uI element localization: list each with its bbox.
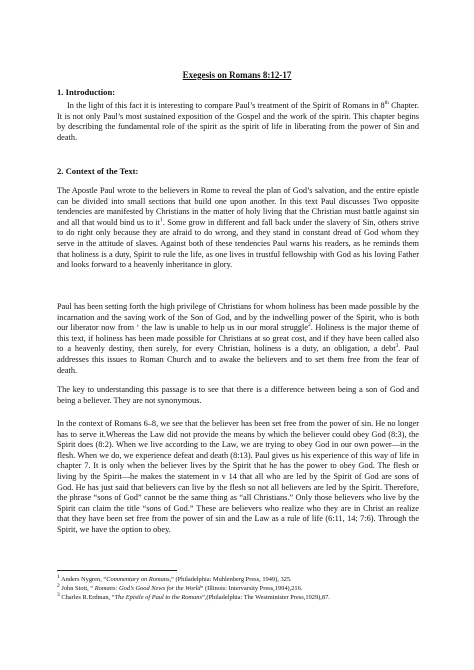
footnote-text: ,” (Philadelphia: Muhlenberg Press, 1949), 325. <box>169 576 292 583</box>
footnote-ref-2[interactable]: 2 <box>308 322 311 329</box>
footnote-text: Charles R.Erdman, “ <box>59 594 115 602</box>
text-run: . Holiness is the major theme of this text, if holiness has been made possible for Christians at so great cost, and if they have been called also to a heavenly destiny, then surely, for every Christian, holiness is a duty, an obligation, a debt <box>57 323 420 354</box>
introduction-paragraph <box>57 101 419 143</box>
text-run: The Apostle Paul wrote to the believers in Rome to reveal the plan of God’s salvation, and the entire epistle can be divided into small sections that build one upon another. In this text Paul discusses Two opposite tendencies are manifested by Christians in the matter of holy living that the Christian must battle against sin and all that would bind us to it <box>57 186 419 227</box>
footnote-2 <box>57 584 437 593</box>
footnote-text: ”,(Philadelphia: The Westminister Press,1929),87. <box>201 594 330 602</box>
footnotes <box>57 575 437 603</box>
text-run: . Some grow in different and fall back under the slavery of Sin, others strive to do right only because they are afraid to do wrong, and they stand in constant dread of God whom they serve in the attitude of slaves. Against both of these tendencies Paul warns his readers, as he reminds them that holiness is a duty, Spirit to rule the life, as one lives in trustful fellowship with God as his loving Father and looks forward to a heavenly inheritance in glory. <box>57 217 420 270</box>
footnote-text: John Stott, “ <box>59 585 95 593</box>
context-paragraph-4: In the context of Romans 6–8, we see that the believer has been set free from the power of sin. He no longer has to serve it.Whereas the Law did not provide the means by which the believer could obey God (8:3), the Spirit does (8:2). When we live according to the Law, we are trying to obey God in our own power—in the flesh. When we do, we experience defeat and death (8:13). Paul gives us his experience of this way of life in chapter 7. It is only when the believer lives by the Spirit that he has the power to obey God. The flesh or living by the Spirit—he makes the statement in v 14 that all who are led by the Spirit of God are sons of God. He has just said that believers can live by the flesh so not all believers are led by the Spirit. Therefore, the phrase “sons of God” cannot be the same thing as “all Christians.” Only those believers who live by the Spirit can claim the title “sons of God.” These are believers who realize who they are in Christ an realize that they have been set free from the power of sin and the Law as a rule of life (6:11, 14; 7:6). Through the Spirit, we have the option to obey. <box>57 419 419 534</box>
context-heading: 2. Context of the Text: <box>57 166 139 176</box>
context-paragraph-2 <box>57 302 419 376</box>
document-title: Exegesis on Romans 8:12-17 <box>182 70 292 80</box>
text-run: . Paul addresses this issues to Roman Church and to awake the believers and to set them free from the fear of death. <box>57 344 419 375</box>
footnote-number: 2 <box>57 583 60 590</box>
introduction-heading: 1. Introduction: <box>57 87 116 97</box>
footnote-1 <box>57 575 437 584</box>
footnote-book-title: Commentary on Romans <box>106 576 170 583</box>
footnote-text: ” (Illinois: Intervarsity Press,1994),216. <box>200 585 303 593</box>
footnote-number: 1 <box>57 573 60 580</box>
footnote-text: Anders Nygren, “ <box>59 576 107 583</box>
footnote-book-title: The Epistle of Paul to the Romans <box>114 594 202 602</box>
footnote-book-title: Romans: God’s Good News for the World <box>94 585 201 593</box>
ordinal-superscript: th <box>384 100 389 107</box>
context-paragraph-1 <box>57 186 419 271</box>
footnote-ref-3[interactable]: 3 <box>395 343 399 350</box>
footnote-number: 3 <box>57 592 60 599</box>
context-paragraph-3: The key to understanding this passage is to see that there is a difference between being a son of God and being a believer. They are not synonymous. <box>57 385 419 405</box>
text-run: Paul has been setting forth the high privilege of Christians for whom holiness has been made possible by the incarnation and the saving work of the Son of God, and by the indwelling power of the Spirit, who is both our liberator now from ‘ the law is unable to help us in our moral struggle <box>57 302 419 333</box>
footnote-3 <box>57 593 437 602</box>
text-run: Chapter. It is not only Paul’s most sustained exposition of the Gospel and the work of the spirit. This chapter begins by describing the fundamental role of the spirit as the spirit of life in liberating from the power of Sin and death. <box>57 101 419 142</box>
footnote-separator <box>57 570 177 571</box>
text-run: In the light of this fact it is interesting to compare Paul’s treatment of the Spirit of Romans in 8 <box>67 101 385 110</box>
footnote-ref-1[interactable]: 1 <box>160 217 163 224</box>
